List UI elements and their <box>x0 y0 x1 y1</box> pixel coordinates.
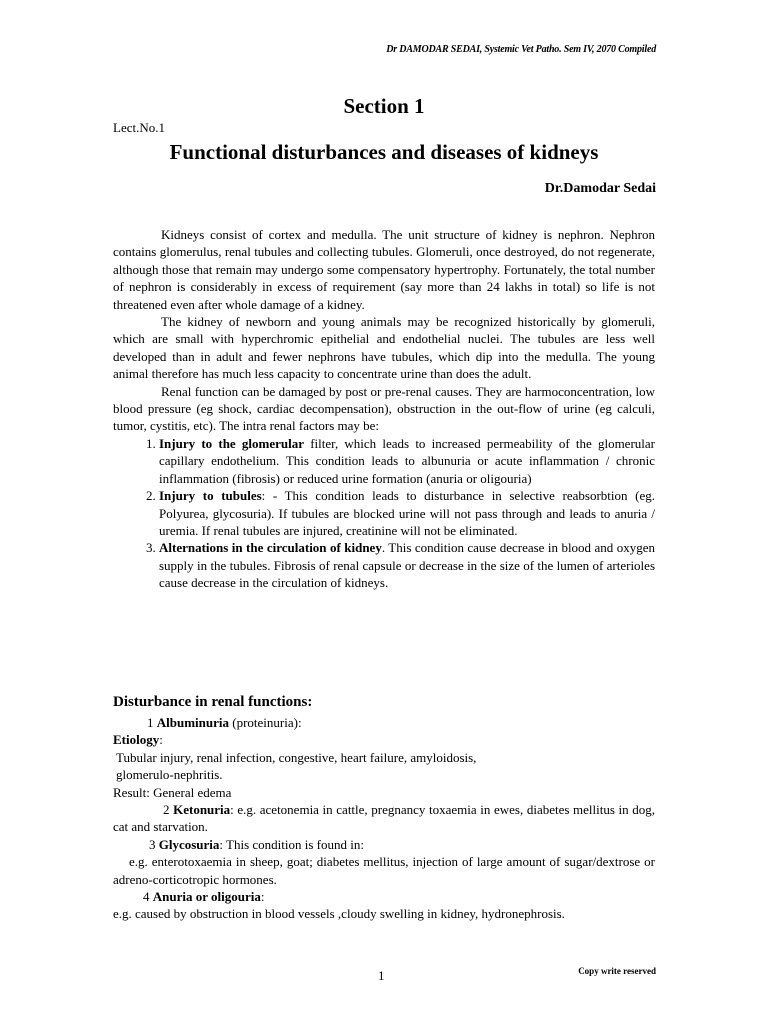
glycosuria-detail: e.g. enterotoxaemia in sheep, goat; diabetes mellitus, injection of large amount of sugar/dextrose or adreno-corticotropic hormones. <box>113 854 655 887</box>
item-anuria <box>113 888 655 905</box>
etiology-text-cont: glomerulo-nephritis. <box>116 767 223 783</box>
anuria-detail: e.g. caused by obstruction in blood vessels ,cloudy swelling in kidney, hydronephrosis. <box>113 906 565 922</box>
document-title: Functional disturbances and diseases of kidneys <box>169 140 599 164</box>
factor-term: Injury to the glomerular <box>159 435 304 451</box>
author-name: Dr.Damodar Sedai <box>544 181 656 196</box>
disturbance-heading: Disturbance in renal functions: <box>113 694 313 710</box>
running-header: Dr DAMODAR SEDAI, Systemic Vet Patho. Sem IV, 2070 Compiled <box>386 44 656 55</box>
item-albuminuria <box>113 714 655 731</box>
result-line: Result: General edema <box>113 784 232 800</box>
factor-text: : - This condition leads to disturbance in selective reabsorbtion (eg. Polyurea, glycosuria). If tubules are blocked urine will not pass through and leads to anuria / uremia. If renal tubules are injured, creatinine will not be eliminated. <box>159 488 655 538</box>
item-text: : This condition is found in: <box>219 836 364 852</box>
item-glycosuria <box>113 836 655 853</box>
paragraph-intro: Kidneys consist of cortex and medulla. The unit structure of kidney is nephron. Nephron contains glomerulus, renal tubules and collecting tubules. Glomeruli, once destroyed, do not regenerate, although those that remain may undergo some compensatory hypertrophy. Fortunately, the total number of nephron is considerably in excess of requirement (say more than 24 lakhs in total) so life is not threatened even after whole damage of a kidney. <box>113 227 655 312</box>
body-text <box>113 226 655 592</box>
list-item <box>159 539 655 591</box>
copyright-notice: Copy write reserved <box>578 966 656 976</box>
lecture-number: Lect.No.1 <box>113 120 165 135</box>
paragraph-young-kidney: The kidney of newborn and young animals may be recognized historically by glomeruli, which are small with hyperchromic epithelial and endothelial nuclei. The tubules are less well developed than in adult and fewer nephrons have tubules, which dip into the medulla. The young animal therefore has much less capacity to concentrate urine than does the adult. <box>113 314 655 382</box>
etiology-text: Tubular injury, renal infection, congestive, heart failure, amyloidosis, <box>116 749 477 765</box>
page-number: 1 <box>378 968 385 983</box>
item-number: 4 <box>143 889 153 905</box>
item-term: Anuria or oligouria <box>152 889 261 905</box>
list-item <box>159 487 655 539</box>
disturbance-section <box>113 714 655 923</box>
etiology-colon: : <box>159 732 163 748</box>
etiology-line <box>113 731 655 748</box>
factor-text: filter, which leads to increased permeability of the glomerular capillary endothelium. This condition leads to albunuria or acute inflammation / chronic inflammation (fibrosis) or reduced urine formation (anuria or oligouria) <box>159 435 655 486</box>
item-term: Albuminuria <box>156 715 229 730</box>
section-title: Section 1 <box>343 94 425 118</box>
item-text: (proteinuria): <box>229 715 302 730</box>
factor-term: Injury to tubules <box>159 488 262 504</box>
item-term: Ketonuria <box>173 802 231 818</box>
item-number: 3 <box>149 836 159 852</box>
item-term: Glycosuria <box>158 836 220 852</box>
factor-term: Alternations in the circulation of kidney <box>159 540 382 556</box>
intra-renal-factors-list <box>113 435 655 592</box>
item-number: 2 <box>163 802 174 818</box>
paragraph-renal-function: Renal function can be damaged by post or pre-renal causes. They are harmoconcentration, low blood pressure (eg shock, cardiac decompensation), obstruction in the out-flow of urine (eg calculi, tumor, cystitis, etc). The intra renal factors may be: <box>113 383 655 434</box>
item-text: : <box>260 889 265 905</box>
item-text: : e.g. acetonemia in cattle, pregnancy toxaemia in ewes, diabetes mellitus in dog, cat and starvation. <box>113 802 655 835</box>
etiology-label: Etiology <box>113 732 160 748</box>
list-item <box>159 435 655 487</box>
item-ketonuria <box>113 801 655 836</box>
item-number: 1 <box>147 715 157 730</box>
factor-text: . This condition cause decrease in blood and oxygen supply in the tubules. Fibrosis of renal capsule or decrease in the size of the lumen of arterioles cause decrease in the circulation of kidneys. <box>159 540 655 591</box>
